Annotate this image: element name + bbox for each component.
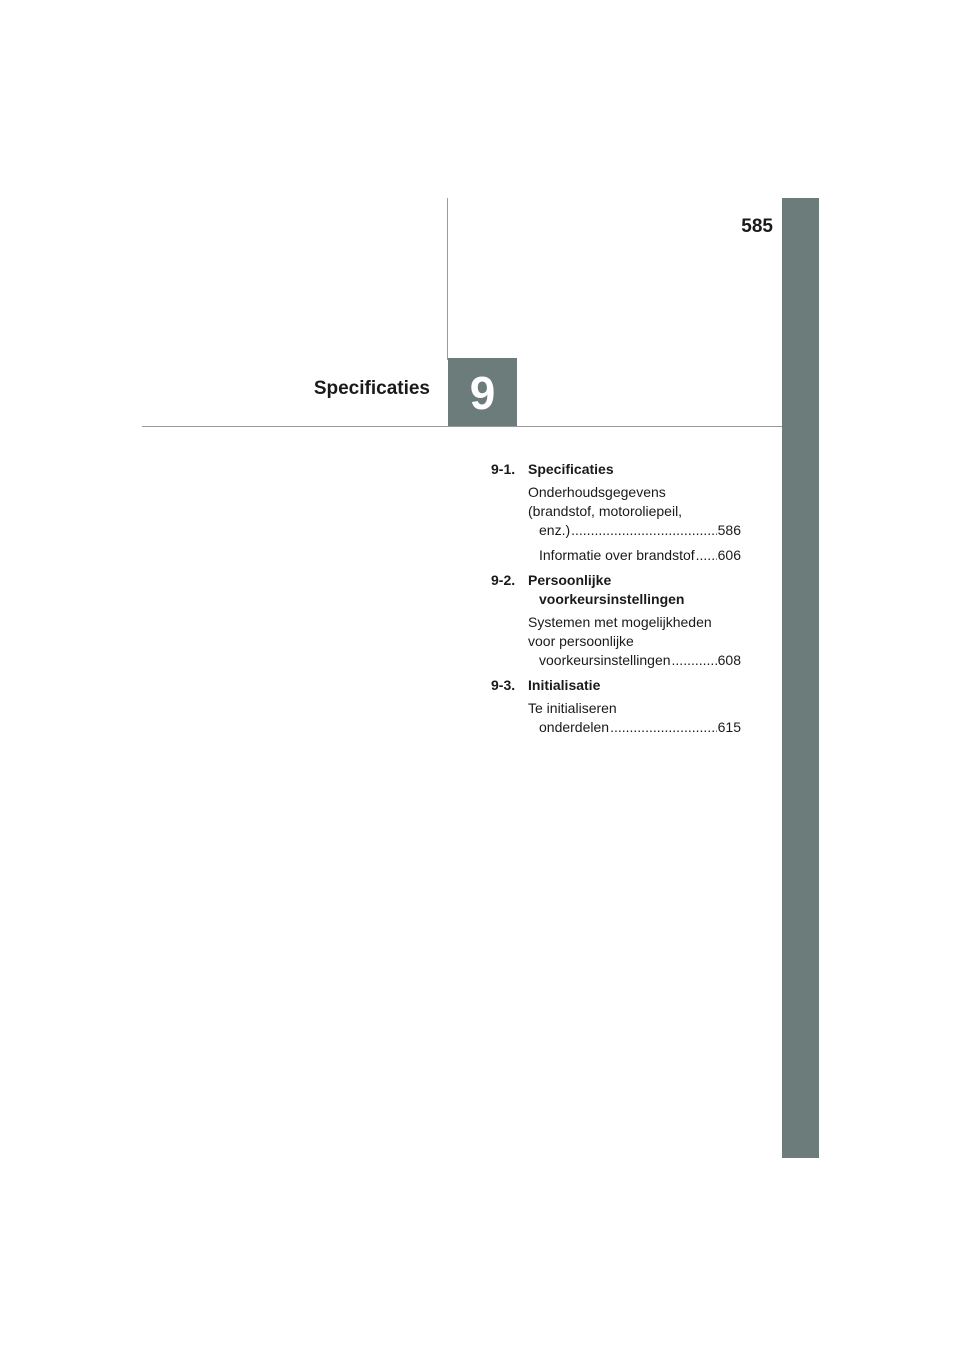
toc-section-number: 9-1. bbox=[491, 461, 516, 477]
chapter-number-box: 9 bbox=[448, 358, 517, 427]
chapter-side-bar bbox=[782, 198, 819, 1158]
toc-section-number: 9-3. bbox=[491, 677, 516, 693]
toc-section-number: 9-2. bbox=[491, 572, 516, 588]
toc-section-title: Initialisatie bbox=[528, 677, 601, 693]
toc-section-title: Persoonlijke voorkeursinstellingen bbox=[528, 572, 685, 607]
dot-leader bbox=[696, 546, 717, 565]
vertical-divider bbox=[447, 198, 448, 360]
toc-entry-line: Te initialiseren bbox=[528, 700, 617, 716]
toc-section-title: Specificaties bbox=[528, 461, 614, 477]
toc-entry-page: 615 bbox=[717, 719, 741, 735]
toc-entry-page: 608 bbox=[717, 652, 741, 668]
dot-leader bbox=[571, 521, 717, 540]
toc-entry-last-line bbox=[539, 546, 741, 565]
toc-entry-label: Informatie over brandstof bbox=[539, 547, 695, 563]
horizontal-divider bbox=[142, 426, 782, 427]
toc-entry-label: enz.) bbox=[539, 522, 571, 538]
toc-section bbox=[491, 460, 741, 565]
toc-section bbox=[491, 676, 741, 737]
chapter-title: Specificaties bbox=[313, 378, 430, 399]
toc-entry-line: (brandstof, motoroliepeil, bbox=[528, 503, 683, 519]
toc-entry[interactable] bbox=[528, 483, 741, 540]
toc-entry[interactable] bbox=[528, 613, 741, 670]
table-of-contents bbox=[491, 460, 741, 743]
toc-section-heading[interactable] bbox=[491, 571, 741, 609]
page-number: 585 bbox=[741, 216, 773, 237]
toc-section-heading[interactable] bbox=[491, 676, 741, 695]
toc-entry[interactable] bbox=[528, 699, 741, 737]
toc-entry-last-line bbox=[539, 718, 741, 737]
dot-leader bbox=[672, 651, 717, 670]
toc-entry[interactable] bbox=[528, 546, 741, 565]
toc-entry-last-line bbox=[539, 521, 741, 540]
dot-leader bbox=[610, 718, 717, 737]
toc-entry-last-line bbox=[539, 651, 741, 670]
toc-entry-page: 586 bbox=[717, 522, 741, 538]
toc-section bbox=[491, 571, 741, 670]
toc-entry-line: Systemen met mogelijkheden bbox=[528, 614, 712, 630]
toc-entry-label: onderdelen bbox=[539, 719, 610, 735]
toc-entry-line: Onderhoudsgegevens bbox=[528, 484, 666, 500]
toc-entry-label: voorkeursinstellingen bbox=[539, 652, 671, 668]
toc-entry-page: 606 bbox=[717, 547, 741, 563]
toc-section-heading[interactable] bbox=[491, 460, 741, 479]
toc-entry-line: voor persoonlijke bbox=[528, 633, 634, 649]
